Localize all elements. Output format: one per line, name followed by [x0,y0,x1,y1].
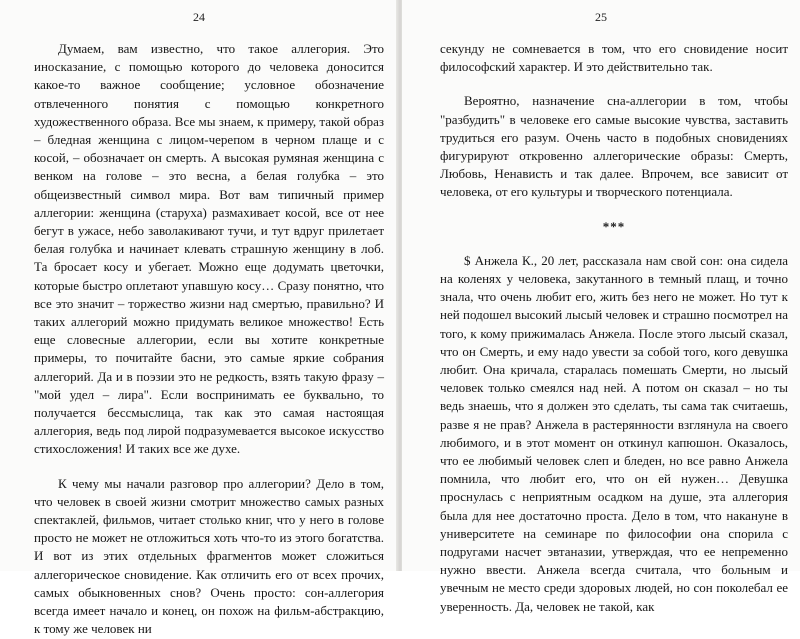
right-page [402,0,800,614]
right-page-text [440,40,788,616]
paragraph: Думаем, вам известно, что такое аллегория. Это иносказание, с помощью которого до человека доносится какое-то важное сообщение; условное обозначение отвлеченного понятия с помощью конкретного художественного образа. Все мы знаем, к примеру, такой образ – бледная женщина с лицом-черепом в черном плаще и с косой, – обозначает он смерть. А высокая румяная женщина с венком на голове – это весна, а белая голубка – это общеизвестный символ мира. Вот вам типичный пример аллегории: женщина (старуха) размахивает косой, все от нее бегут в ужасе, небо заволакивают тучи, и тут вдруг прилетает белая голубка и начинает клевать страшную женщину в лоб. Та бросает косу и убегает. Можно еще додумать цветочки, которые быстро оплетают упавшую косу… Сразу понятно, что все это значит – торжество жизни над смертью, правильно? И таких аллегорий можно придумать великое множество! Есть еще словесные аллегории, если вы хотите конкретные примеры, то почитайте басни, это самые яркие собрания аллегорий. Да и в поэзии это не редкость, взять такую фразу – "мой удел – лира". Если воспринимать ее буквально, то получается бессмыслица, так как это самая настоящая аллегория, ведь под лирой подразумевается высокое искусство стихосложения! И таких все же духе. [34,41,384,457]
left-page-text [34,40,384,639]
left-page [0,0,398,637]
paragraph: $ Анжела К., 20 лет, рассказала нам свой сон: она сидела на коленях у человека, закутанного в темный плащ, и точно знала, что очень любит его, жить без него не может. Но тут к ней подошел высокий лысый человек и страшно посмотрел на того, к кому прижималась Анжела. После этого лысый сказал, что он Смерть, и ему надо увести за собой того, кого девушка любит. Она кричала, старалась помешать Смерти, но лысый человек только смеялся над ней. А потом он сказал – но ты ведь знаешь, что я должен это сделать, ты сама так считаешь, разве я не прав? Анжела в растерянности взглянула на своего любимого, и в этот момент он откинул капюшон. Оказалось, что ее любимый человек слеп и бледен, но все равно Анжела помнила, что любит его, что он ей нужен… Девушка проснулась с неприятным осадком на душе, эта аллегория была для нее достаточно проста. Дело в том, что накануне в университете на семинаре по философии она спорила с подругами насчет эвтаназии, утверждая, что ее непременно нужно ввести. Анжела всегда считала, что больным и увечным не место среди здоровых людей, но сон поколебал ее уверенность. Да, человек не такой, как [440,252,788,614]
paragraph: секунду не сомневается в том, что его сновидение носит философский характер. И это действительно так. [440,41,788,75]
section-separator: *** [602,218,626,234]
paragraph: Вероятно, назначение сна-аллегории в том, чтобы "разбудить" в человеке его самые высокие чувства, заставить трудиться его разум. Очень часто в подобных сновидениях фигурируют откровенно аллегорические образы: Смерть, Любовь, Ненависть и так далее. Впрочем, все зависит от человека, от его культуры и творческого потенциала. [440,93,788,200]
page-number-right: 25 [595,10,607,24]
paragraph: К чему мы начали разговор про аллегории? Дело в том, что человек в своей жизни смотрит множество самых разных спектаклей, фильмов, читает столько книг, что у него в голове просто не может не отложиться хоть что-то из этого богатства. И вот из этих отдельных фрагментов может сложиться аллегорическое сновидение. Как отличить его от всех прочих, самых обыкновенных снов? Очень просто: сон-аллегория всегда имеет начало и конец, он похож на фильм-абстракцию, к тому же человек ни [34,475,384,637]
page-number-left: 24 [193,10,205,24]
